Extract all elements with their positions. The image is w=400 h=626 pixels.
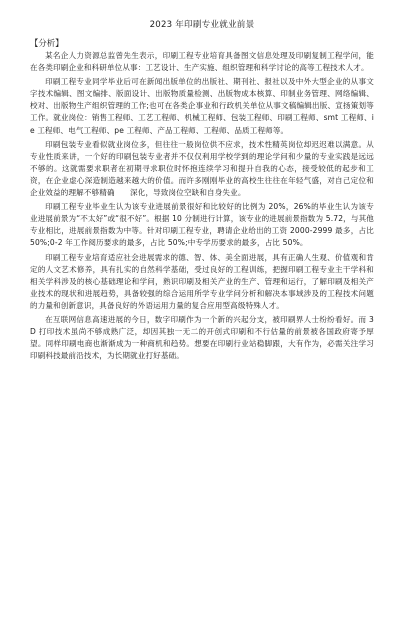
paragraph-5: 印刷工程专业培育适应社会进展需求的德、智、体、美全面进展，具有正确人生观、价值观和肯定的人文艺术修养，具有扎实的自然科学基础，受过良好的工程训练，把握印刷工程专业主干学科和相关学科涉及的核心基础理论和学问，熟识印刷及相关产业的生产、管理和运行，了解印刷及相关产业技术的现状和进展趋势，具备较强的综合运用所学专业学问分析和解决本事域涉及的工程技术问题的力量和创新意识，具备良好的外语运用力量的复合应用型高级特殊人才。 <box>30 252 374 310</box>
document-title: 2023 年印刷专业就业前景 <box>149 20 255 30</box>
section-label-analysis: 【分析】 <box>30 38 64 48</box>
paragraph-1: 某名企人力资源总监曾先生表示，印刷工程专业培育具备图文信息处理及印刷复制工程学问，能在各类印刷企业和科研单位从事：工艺设计、生产实施、组织管理和科学讨论的高等工程技术人才。 <box>30 51 374 73</box>
paragraph-3: 印刷包装专业看似就业岗位多，但往往一般岗位供不应求，技术性精英岗位却迟迟难以满意。从专业性质来讲，一个好的印刷包装专业者并不仅仅利用学校学到的理论学问和少量的专业实践是远远不够的。这就需要求职者在初期寻求职位时怀抱连续学习和提升自我的心态，接受较低的起步和工资，在企业虚心深造制造越来越大的价值。而许多刚刚毕业的高校生往往在年轻气盛，对自己定位和企业效益的理解不够精确 深化，导致岗位空缺和自身失业。 <box>30 139 374 198</box>
paragraph-2: 印刷工程专业同学毕业后可在新闻出版单位的出版社、期刊社、报社以及中外大型企业的从事文字技术编辑、图文编排、版面设计、出版物质量检测、出版物成本核算、印制业务管理、网络编辑、校对、出版物生产组织管理的工作;也可在各类企事业和行政机关单位从事文稿编辑出版、宣扬策划等工作。就业岗位：销售工程师、工艺工程师、机械工程师、包装工程师、印刷工程师、smt 工程师、ie 工程师、电气工程师、pe 工程师、产品工程师、工程师、品质工程师等。 <box>30 77 374 135</box>
paragraph-4: 印刷工程专业毕业生认为该专业进展前景很好和比较好的比例为 20%，26%的毕业生认为该专业进展前景为“不太好”或“很不好”。根据 10 分制进行计算，该专业的进展前景指数为 5.72，与其他专业相比，进展前景指数为中等。针对印刷工程专业，聘请企业给出的工资 2000-2999 最多，占比 50%;0-2 年工作阅历要求的最多，占比 50%;中专学历要求的最多，占比 50%。 <box>30 202 374 248</box>
document-page <box>0 19 400 626</box>
paragraph-6: 在互联网信息高速进展的今日，数字印刷作为一个新的兴起分支，被印刷界人士纷纷看好。而 3D 打印技术虽尚不够成熟广泛，却因其独一无二的开创式印刷和不行估量的前景被各国政府寄予厚望。同样印刷电商也渐渐成为一种商机和趋势。想要在印刷行业站稳脚跟，大有作为，必需关注学习印刷科技最前沿技术，为长期就业打好基础。 <box>30 314 374 361</box>
